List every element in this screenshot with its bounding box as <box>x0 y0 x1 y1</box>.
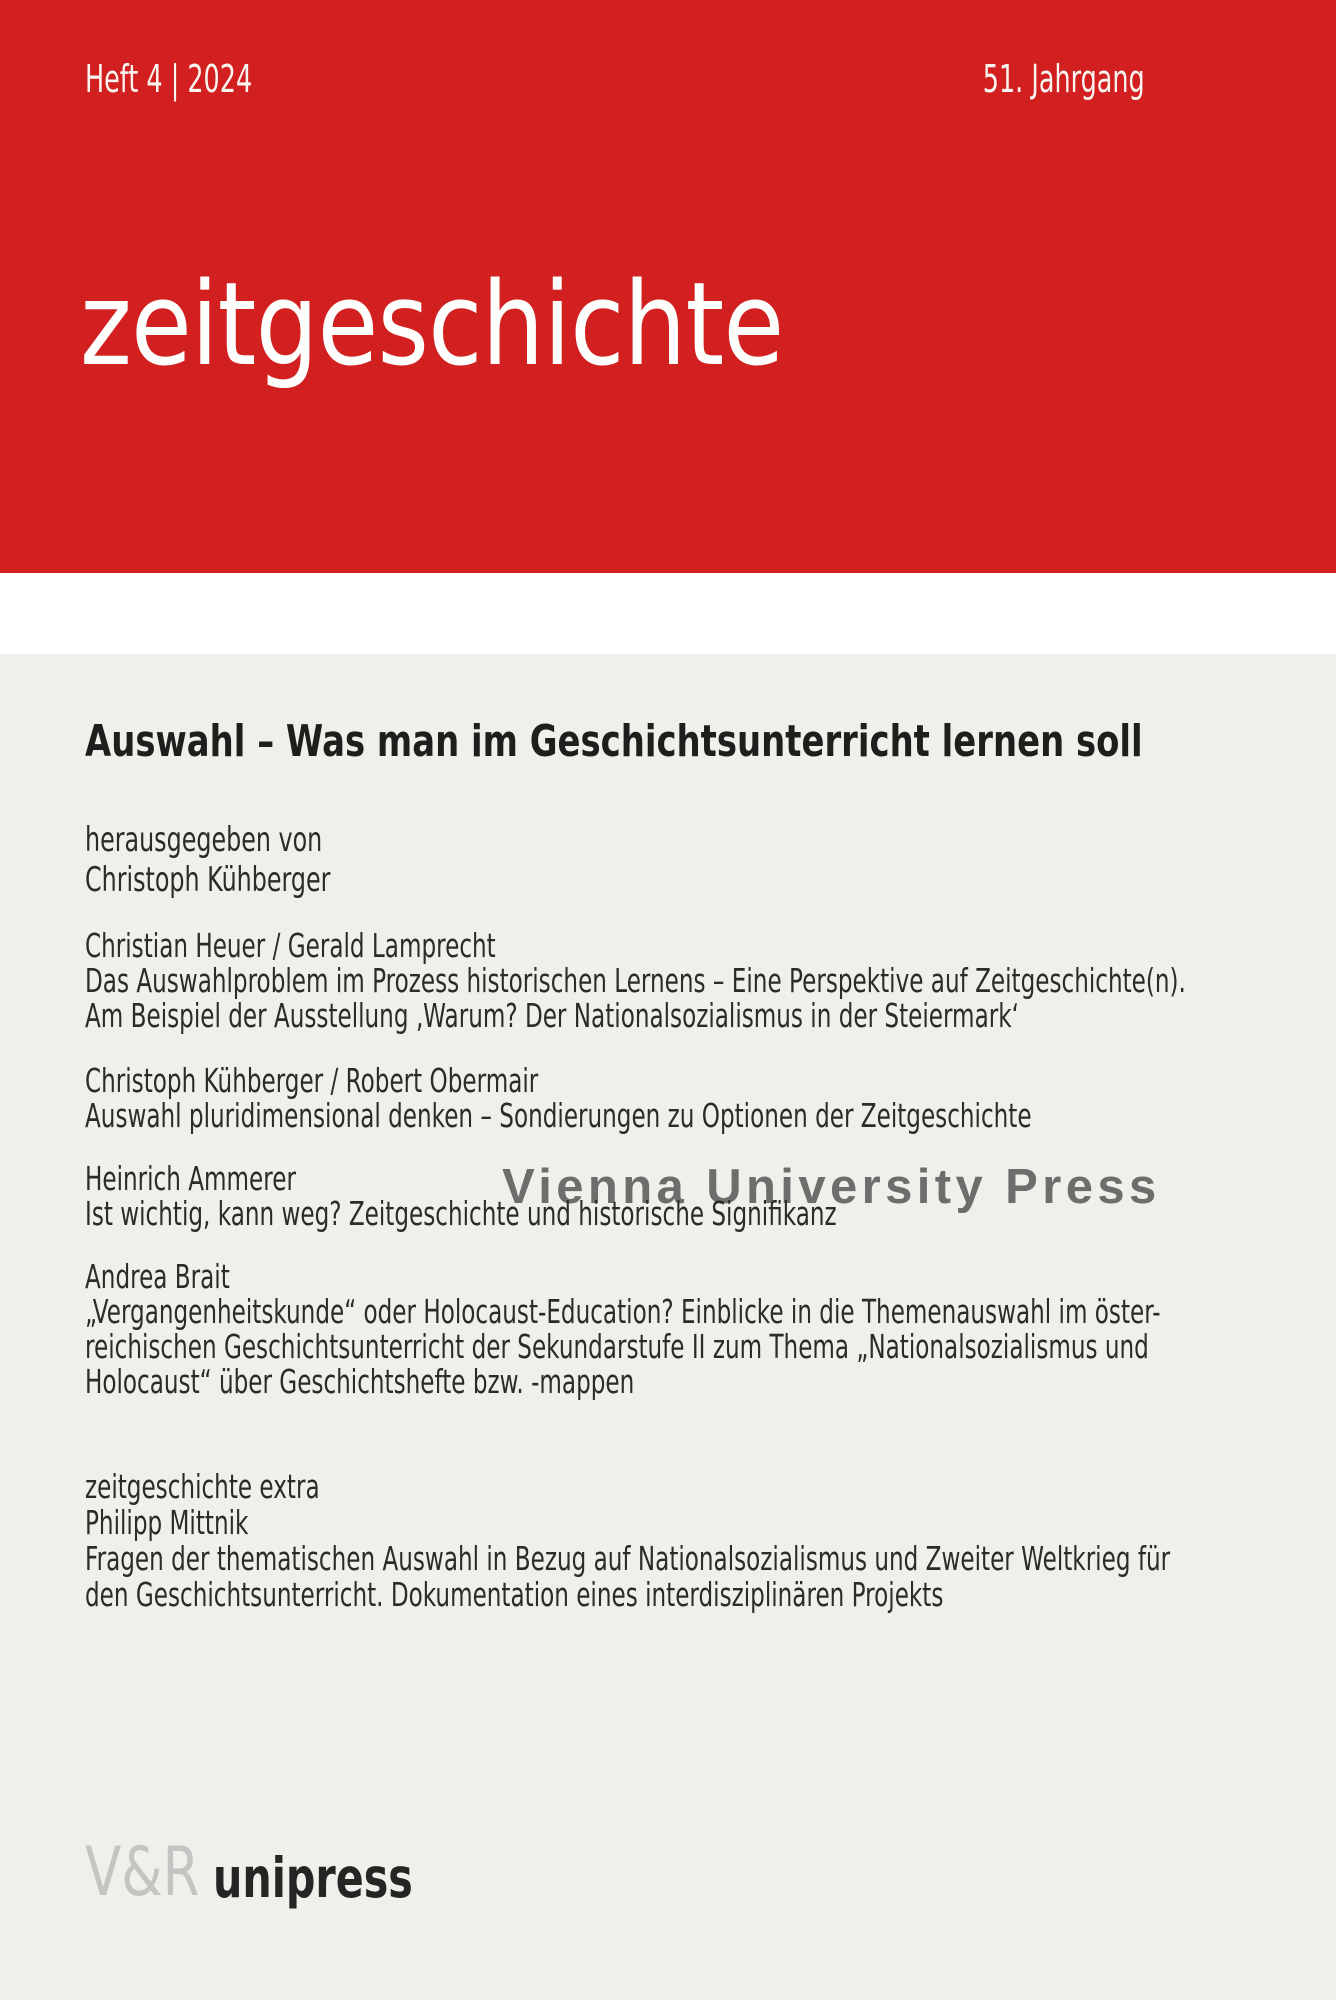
article-title-line: „Vergangenheitskunde“ oder Holocaust-Education? Einblicke in die Themenauswahl im öster- <box>85 1292 1161 1331</box>
issue-title: Auswahl – Was man im Geschichtsunterricht lernen soll <box>85 716 1143 767</box>
article-authors: Christian Heuer / Gerald Lamprecht <box>85 926 496 965</box>
article-title-line: Auswahl pluridimensional denken – Sondierungen zu Optionen der Zeitgeschichte <box>85 1096 1032 1135</box>
issue-label: Heft 4 | 2024 <box>85 57 253 101</box>
vr-logo: V&R <box>85 1833 200 1912</box>
article-authors: Andrea Brait <box>85 1257 230 1296</box>
publisher-band-label: Vienna University Press <box>502 1160 1161 1214</box>
article-title-line: Das Auswahlproblem im Prozess historischen Lernens – Eine Perspektive auf Zeitgeschichte(n). <box>85 961 1186 1000</box>
article-entry <box>85 1259 1161 1399</box>
article-entry <box>85 928 1186 1033</box>
editor-block <box>85 820 330 900</box>
extra-section-label: zeitgeschichte extra <box>85 1467 320 1506</box>
editor-intro-line: herausgegeben von <box>85 820 323 860</box>
unipress-logo: unipress <box>213 1846 413 1910</box>
journal-logotype: zeitgeschichte <box>80 258 784 392</box>
article-title-line: Fragen der thematischen Auswahl in Bezug auf Nationalsozialismus und Zweiter Weltkrieg für <box>85 1539 1171 1578</box>
volume-label: 51. Jahrgang <box>983 57 1145 101</box>
red-masthead <box>0 0 1336 575</box>
article-title-line: Holocaust“ über Geschichtshefte bzw. -mappen <box>85 1362 635 1401</box>
article-title-line: Ist wichtig, kann weg? Zeitgeschichte und historische Signifikanz <box>85 1194 837 1233</box>
article-title-line: Am Beispiel der Ausstellung ‚Warum? Der Nationalsozialismus in der Steiermark‘ <box>85 996 1019 1035</box>
article-title-line: den Geschichtsunterricht. Dokumentation eines interdisziplinären Projekts <box>85 1575 944 1614</box>
extra-section <box>85 1469 1170 1613</box>
article-title-line: reichischen Geschichtsunterricht der Sekundarstufe II zum Thema „Nationalsozialismus und <box>85 1327 1149 1366</box>
article-authors: Philipp Mittnik <box>85 1503 249 1542</box>
article-authors: Heinrich Ammerer <box>85 1159 296 1198</box>
article-entry <box>85 1063 1032 1133</box>
article-authors: Christoph Kühberger / Robert Obermair <box>85 1061 539 1100</box>
editor-name: Christoph Kühberger <box>85 860 331 900</box>
article-entry <box>85 1161 837 1231</box>
